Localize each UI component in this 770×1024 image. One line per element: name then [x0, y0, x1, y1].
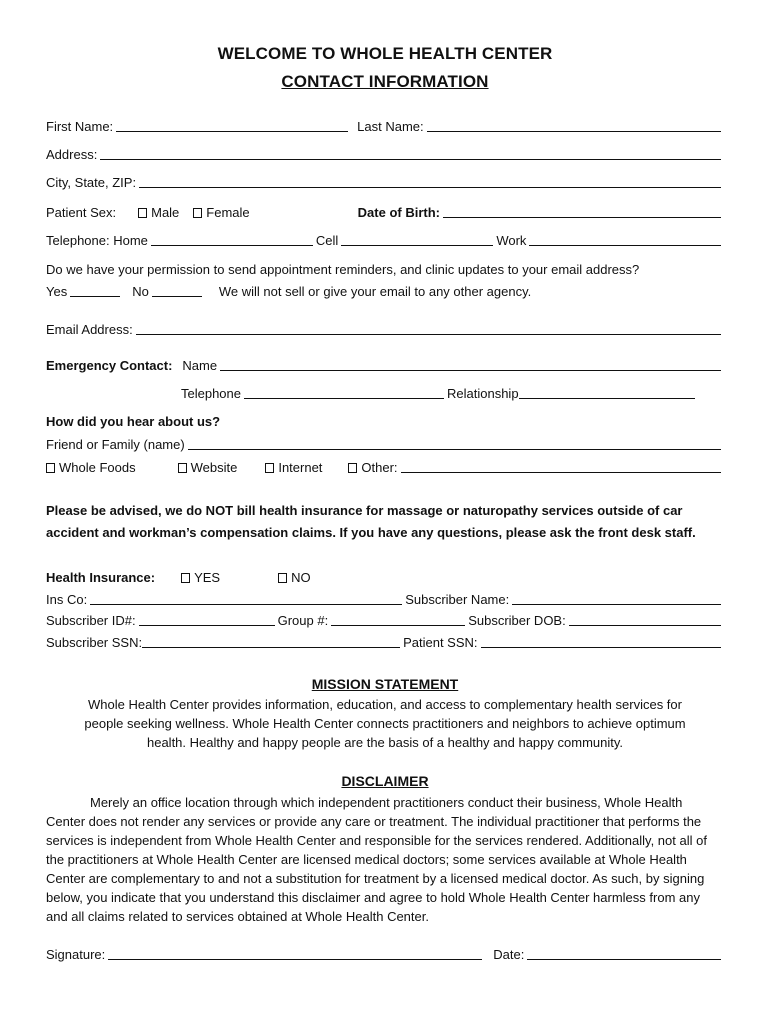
emergency-name-field[interactable]: [220, 357, 721, 371]
mission-line-3: health. Healthy and happy people are the basis of a healthy and happy community.: [146, 735, 624, 750]
subscriber-ssn-field[interactable]: [142, 634, 400, 648]
subscriber-id-row: [46, 610, 724, 628]
group-label: Group #:: [277, 613, 329, 628]
subscriber-id-label: Subscriber ID#:: [46, 613, 136, 628]
referral-friend-row: [46, 434, 724, 452]
subscriber-ssn-label: Subscriber SSN:: [46, 635, 143, 650]
ins-co-label: Ins Co:: [46, 592, 88, 607]
signature-row: [46, 944, 724, 962]
email-no-field[interactable]: [152, 283, 202, 297]
signature-label: Signature:: [46, 947, 106, 962]
form-subtitle: CONTACT INFORMATION: [281, 72, 489, 91]
email-yes-no-row: [46, 281, 724, 299]
telephone-row: [46, 230, 724, 248]
mission-heading: MISSION STATEMENT: [311, 676, 459, 692]
subscriber-dob-label: Subscriber DOB:: [468, 613, 566, 628]
emergency-telephone-field[interactable]: [244, 385, 444, 399]
cell-label: Cell: [315, 233, 339, 248]
email-yes-label: Yes: [46, 284, 68, 299]
sex-dob-row: [46, 202, 724, 220]
subscriber-dob-field[interactable]: [569, 612, 721, 626]
form-title: WELCOME TO WHOLE HEALTH CENTER: [217, 44, 553, 63]
subscriber-id-field[interactable]: [139, 612, 275, 626]
first-name-label: First Name:: [46, 119, 114, 134]
date-field[interactable]: [527, 946, 721, 960]
work-label: Work: [496, 233, 527, 248]
referral-question-row: [46, 411, 724, 429]
insurance-company-row: [46, 589, 724, 607]
emergency-phone-row: [46, 383, 724, 401]
referral-options-row: [46, 457, 724, 475]
work-phone-field[interactable]: [529, 232, 721, 246]
address-label: Address:: [46, 147, 98, 162]
patient-ssn-label: Patient SSN:: [403, 635, 478, 650]
home-phone-field[interactable]: [151, 232, 313, 246]
referral-whole-foods-option[interactable]: [46, 460, 136, 475]
name-row: [46, 116, 724, 134]
email-address-row: [46, 319, 724, 337]
disclaimer-heading: DISCLAIMER: [341, 773, 429, 789]
emergency-contact-label: Emergency Contact:: [46, 358, 173, 373]
female-checkbox[interactable]: [193, 208, 202, 218]
male-label: Male: [151, 205, 180, 220]
website-checkbox[interactable]: [178, 463, 187, 473]
email-permission-row: [46, 259, 724, 277]
emergency-relationship-field[interactable]: [519, 385, 695, 399]
disclaimer-text: Merely an office location through which independent practitioners conduct their business, Whole Health Center does not render any services or provide any care or treatment. The individual practitioner that performs the services is independent from Whole Health Center and responsible for the services rendered. Additionally, not all of the practitioners at Whole Health Center are licensed medical doctors; some services available at Whole Health Center are complementary to and not a substitution for treatment by a licensed medical doctor. As such, by signing below, you indicate that you understand this disclaimer and agree to hold Whole Health Center harmless from any and all claims related to services obtained at Whole Health Center.: [46, 795, 707, 924]
insurance-yes-checkbox[interactable]: [181, 573, 190, 583]
referral-friend-label: Friend or Family (name): [46, 437, 185, 452]
city-state-zip-row: [46, 172, 724, 190]
other-checkbox[interactable]: [348, 463, 357, 473]
email-privacy-note: We will not sell or give your email to any other agency.: [218, 284, 532, 299]
insurance-row: [46, 567, 724, 585]
emergency-name-label: Name: [182, 358, 218, 373]
dob-field[interactable]: [443, 204, 721, 218]
male-checkbox[interactable]: [138, 208, 147, 218]
emergency-relationship-label: Relationship: [447, 386, 519, 401]
address-field[interactable]: [100, 146, 721, 160]
emergency-name-row: [46, 355, 724, 373]
last-name-label: Last Name:: [357, 119, 424, 134]
ssn-row: [46, 632, 724, 650]
patient-ssn-field[interactable]: [481, 634, 721, 648]
mission-statement: [45, 695, 725, 752]
billing-advisory: [46, 500, 726, 544]
referral-other-option[interactable]: [348, 460, 397, 475]
group-field[interactable]: [331, 612, 465, 626]
dob-label: Date of Birth:: [357, 205, 440, 220]
email-yes-field[interactable]: [70, 283, 120, 297]
city-state-zip-label: City, State, ZIP:: [46, 175, 137, 190]
advisory-line-2: accident and workman’s compensation claims. If you have any questions, please ask the front desk staff.: [46, 525, 696, 540]
health-insurance-label: Health Insurance:: [46, 570, 156, 585]
referral-friend-field[interactable]: [188, 436, 721, 450]
sex-male-option[interactable]: [138, 205, 179, 220]
insurance-no-checkbox[interactable]: [278, 573, 287, 583]
cell-phone-field[interactable]: [341, 232, 493, 246]
email-address-field[interactable]: [136, 321, 721, 335]
insurance-yes-label: YES: [194, 570, 221, 585]
other-label: Other:: [361, 460, 398, 475]
ins-co-field[interactable]: [90, 591, 402, 605]
patient-sex-label: Patient Sex:: [46, 205, 117, 220]
emergency-telephone-label: Telephone: [181, 386, 241, 401]
subscriber-name-field[interactable]: [512, 591, 721, 605]
mission-line-1: Whole Health Center provides information, education, and access to complementary health services for: [88, 697, 682, 712]
insurance-no-label: NO: [291, 570, 311, 585]
subscriber-name-label: Subscriber Name:: [405, 592, 510, 607]
female-label: Female: [206, 205, 250, 220]
email-no-label: No: [132, 284, 149, 299]
insurance-no-option[interactable]: [278, 570, 311, 585]
first-name-field[interactable]: [116, 118, 348, 132]
last-name-field[interactable]: [427, 118, 721, 132]
insurance-yes-option[interactable]: [181, 570, 220, 585]
sex-female-option[interactable]: [193, 205, 249, 220]
telephone-home-label: Telephone: Home: [46, 233, 148, 248]
referral-other-field[interactable]: [401, 459, 721, 473]
referral-website-option[interactable]: [178, 460, 238, 475]
signature-field[interactable]: [108, 946, 482, 960]
city-state-zip-field[interactable]: [139, 174, 721, 188]
referral-internet-option[interactable]: [265, 460, 322, 475]
whole-foods-label: Whole Foods: [59, 460, 136, 475]
internet-checkbox[interactable]: [265, 463, 274, 473]
email-permission-question: Do we have your permission to send appointment reminders, and clinic updates to your email address?: [46, 262, 640, 277]
website-label: Website: [190, 460, 238, 475]
internet-label: Internet: [278, 460, 323, 475]
mission-line-2: people seeking wellness. Whole Health Center connects practitioners and neighbors to achieve optimum: [84, 716, 686, 731]
referral-question: How did you hear about us?: [46, 414, 221, 429]
whole-foods-checkbox[interactable]: [46, 463, 55, 473]
email-address-label: Email Address:: [46, 322, 133, 337]
advisory-line-1: Please be advised, we do NOT bill health insurance for massage or naturopathy services outside of car: [46, 503, 683, 518]
address-row: [46, 144, 724, 162]
date-label: Date:: [493, 947, 525, 962]
